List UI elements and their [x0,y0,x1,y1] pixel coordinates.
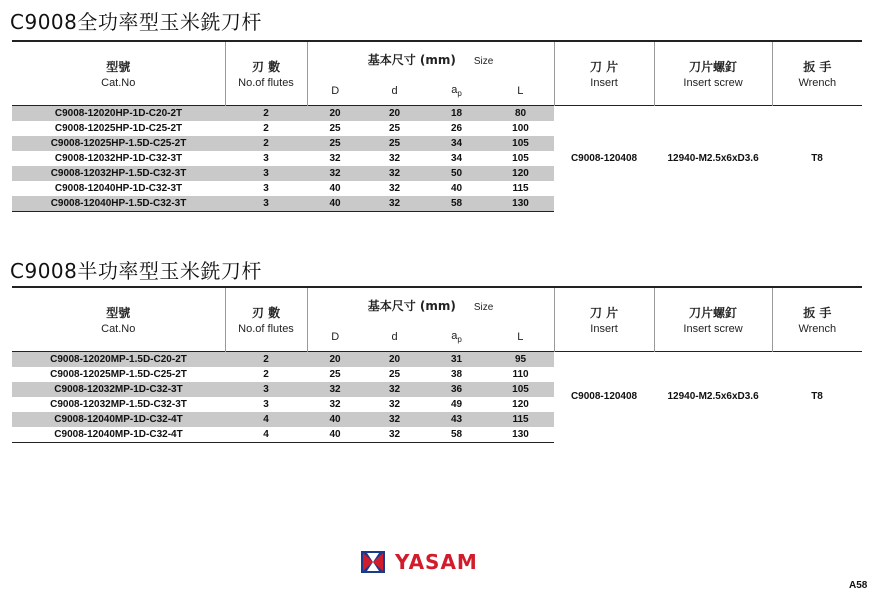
header-model: 型號 Cat.No [12,41,225,105]
table-row: C9008-12025HP-1.5D-C25-2T 2 25 25 34 105 [12,136,862,151]
header-ap: $a_p$ [451,83,462,98]
yasam-logo-icon [361,551,385,573]
header-size: 基本尺寸 (mm) Size [307,287,554,323]
section-title-half-power: C9008半功率型玉米銑刀杆 [10,259,262,283]
spec-table-full-power [12,40,862,212]
header-insert: 刀 片 Insert [554,287,654,351]
wrench-value: T8 [772,105,862,211]
header-insert: 刀 片 Insert [554,41,654,105]
insert-value: C9008-120408 [554,351,654,442]
insert-value: C9008-120408 [554,105,654,211]
table-row: C9008-12032MP-1D-C32-3T 3 32 32 36 105 [12,382,862,397]
table-row: C9008-12040MP-1D-C32-4T 4 40 32 58 130 [12,427,862,443]
header-L: L [517,84,524,97]
page-number: A58 [849,580,868,591]
table-row: C9008-12020HP-1D-C20-2T 2 20 20 18 80 C9008-120408 12940-M2.5x6xD3.6 T8 [12,105,862,121]
screw-value: 12940-M2.5x6xD3.6 [654,351,772,442]
header-size: 基本尺寸 (mm) Size [307,41,554,77]
section-title-full-power: C9008全功率型玉米銑刀杆 [10,10,262,34]
header-flutes: 刃 數 No.of flutes [225,287,307,351]
header-L: L [517,330,524,343]
spec-table-half-power [12,286,862,443]
table-row: C9008-12032HP-1D-C32-3T 3 32 32 34 105 [54,152,529,164]
header-D: D [307,323,363,351]
header-d: d [391,330,398,343]
table-row: C9008-12025MP-1.5D-C25-2T 2 25 25 38 110 [50,368,529,380]
header-d: d [391,84,398,97]
header-wrench: 扳 手 Wrench [772,41,862,105]
table-row: C9008-12040MP-1D-C32-4T 4 40 32 43 115 [12,412,862,427]
table-row: C9008-12032MP-1.5D-C32-3T 3 32 32 49 120 [50,398,529,410]
header-D: D [307,77,363,105]
header-ap: $a_p$ [451,329,462,344]
header-model: 型號 Cat.No [12,287,225,351]
header-flutes: 刃 數 No.of flutes [225,41,307,105]
header-screw: 刀片螺釘 Insert screw [654,287,772,351]
screw-value: 12940-M2.5x6xD3.6 [654,105,772,211]
brand-name: YASAM [395,550,478,574]
table-row: C9008-12040HP-1.5D-C32-3T 3 40 32 58 130 [12,196,862,212]
header-wrench: 扳 手 Wrench [772,287,862,351]
table-row: C9008-12020MP-1.5D-C20-2T 2 20 20 31 95 C9008-120408 12940-M2.5x6xD3.6 T8 [12,351,862,367]
table-row: C9008-12032HP-1.5D-C32-3T 3 32 32 50 120 [12,166,862,181]
table-row: C9008-12040HP-1D-C32-3T 3 40 32 40 115 [54,182,529,194]
brand-logo [361,550,478,574]
header-screw: 刀片螺釘 Insert screw [654,41,772,105]
wrench-value: T8 [772,351,862,442]
table-row: C9008-12025HP-1D-C25-2T 2 25 25 26 100 [54,122,529,134]
